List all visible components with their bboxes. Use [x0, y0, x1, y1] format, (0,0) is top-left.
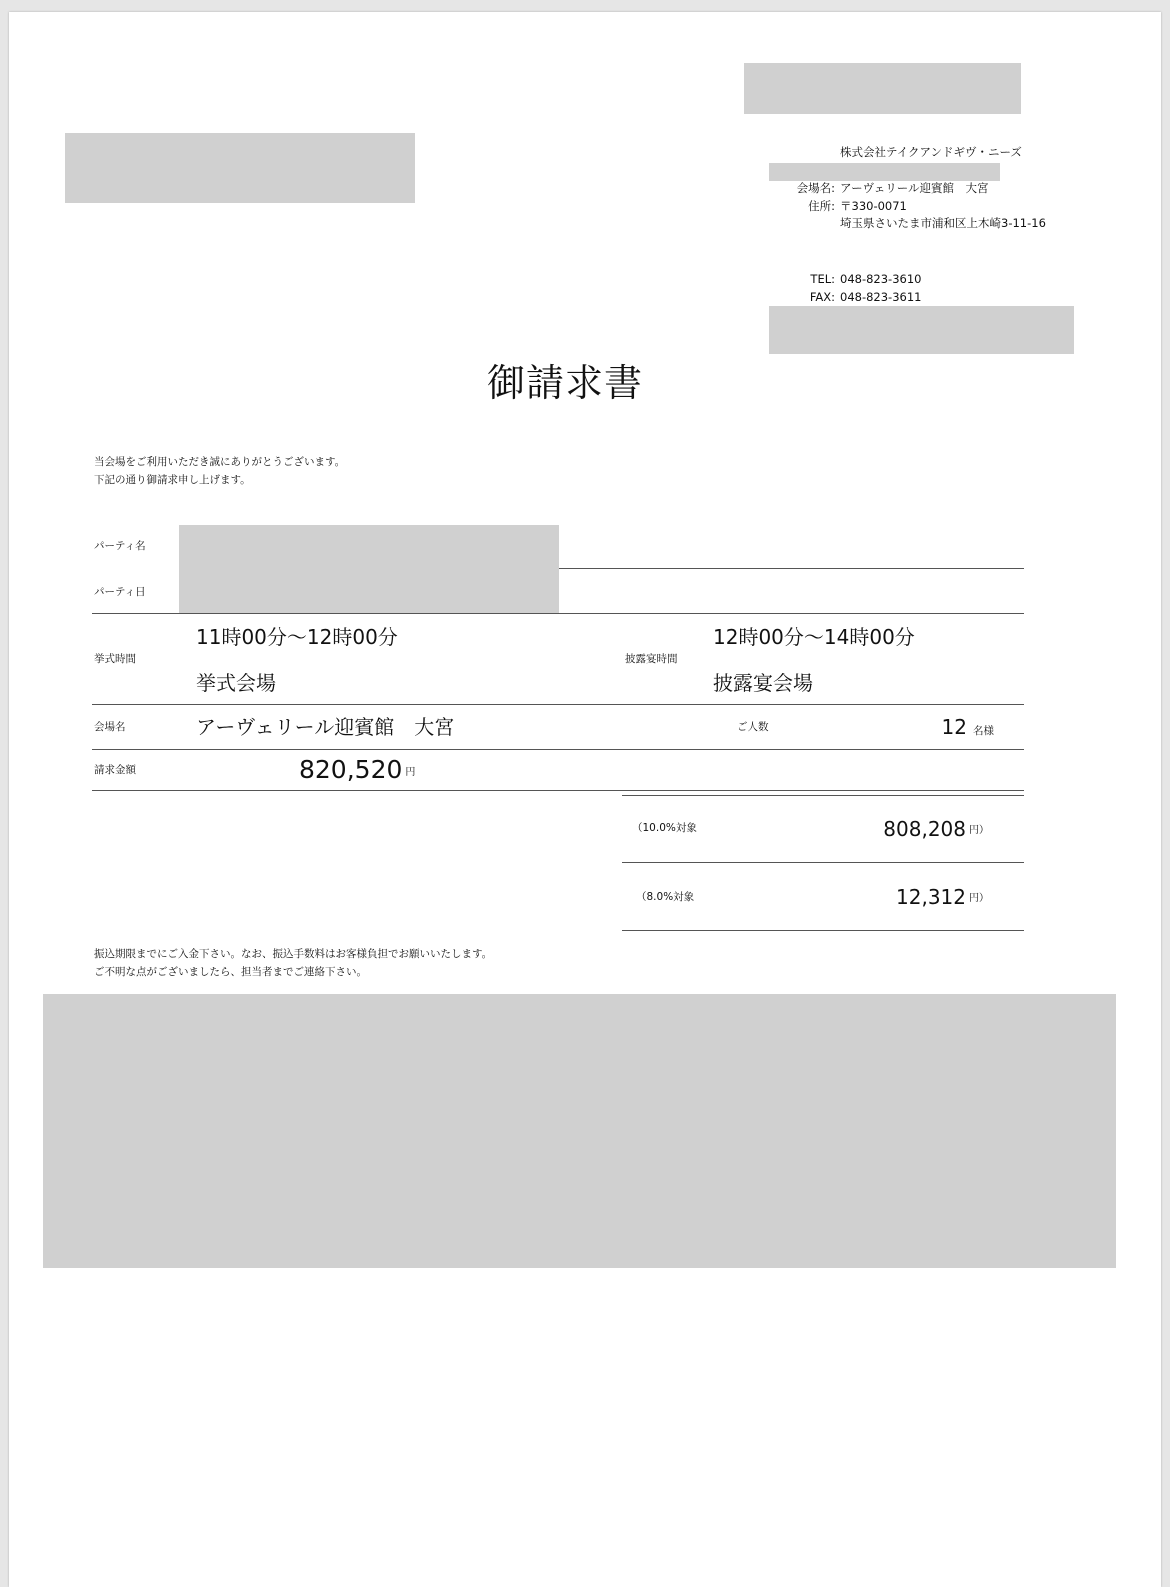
payment-note-1: 振込期限までにご入金下さい。なお、振込手数料はお客様負担でお願いいたします。	[94, 948, 493, 960]
guests-unit: 名様	[973, 725, 994, 737]
tax-divider	[622, 930, 1024, 931]
tax-8-amount	[839, 887, 989, 908]
issuer-postal: 〒330-0071	[840, 199, 907, 213]
guests-count	[909, 717, 994, 738]
ceremony-time: 11時00分〜12時00分	[196, 625, 398, 649]
venue-label: 会場名	[94, 721, 126, 733]
fax-number: 048-823-3611	[840, 290, 922, 304]
intro-line-2: 下記の通り御請求申し上げます。	[94, 474, 251, 486]
guests-label: ご人数	[737, 721, 769, 733]
intro-line-1: 当会場をご利用いただき誠にありがとうございます。	[94, 456, 346, 468]
amount-label: 請求金額	[94, 764, 136, 776]
venue-value: アーヴェリール迎賓館 大宮	[196, 715, 455, 739]
tax-10-label: （10.0%対象	[632, 822, 697, 834]
issuer-venue-value: アーヴェリール迎賓館 大宮	[840, 181, 989, 195]
tax-10-amount	[839, 819, 989, 840]
row-divider	[92, 704, 1024, 705]
reception-time: 12時00分〜14時00分	[713, 625, 915, 649]
row-divider	[559, 568, 1024, 569]
issuer-address-label: 住所:	[808, 199, 835, 213]
amount-unit: 円	[405, 767, 416, 778]
tel-label: TEL:	[810, 272, 835, 286]
tax-8-value: 12,312	[896, 885, 966, 909]
issuer-venue-label: 会場名:	[796, 181, 835, 195]
tax-10-unit: 円）	[969, 825, 989, 836]
ceremony-venue: 挙式会場	[196, 671, 276, 695]
tax-8-unit: 円）	[969, 893, 989, 904]
row-divider	[92, 749, 1024, 750]
redacted-branch	[769, 163, 1000, 181]
amount-value: 820,520	[299, 755, 403, 784]
ceremony-time-label: 挙式時間	[94, 653, 136, 665]
guests-value: 12	[941, 715, 967, 739]
party-name-label: パーティ名	[94, 540, 146, 552]
invoice-page	[9, 12, 1161, 1587]
company-name: 株式会社テイクアンドギヴ・ニーズ	[840, 145, 1022, 159]
tax-8-label: （8.0%対象	[636, 891, 695, 903]
row-divider	[92, 613, 1024, 614]
tax-divider	[622, 862, 1024, 863]
amount-total	[299, 757, 415, 782]
tel-number: 048-823-3610	[840, 272, 922, 286]
redacted-recipient	[65, 133, 415, 203]
redacted-stamp	[769, 306, 1074, 354]
tax-divider	[622, 795, 1024, 796]
payment-note-2: ご不明な点がございましたら、担当者までご連絡下さい。	[94, 966, 367, 978]
document-title: 御請求書	[486, 361, 643, 405]
issuer-address: 埼玉県さいたま市浦和区上木崎3-11-16	[840, 216, 1046, 230]
reception-time-label: 披露宴時間	[625, 653, 678, 665]
reception-venue: 披露宴会場	[713, 671, 813, 695]
party-date-label: パーティ日	[94, 586, 146, 598]
fax-label: FAX:	[809, 290, 835, 304]
redacted-logo	[744, 63, 1021, 114]
redacted-bank-details	[43, 994, 1116, 1268]
redacted-party-info	[179, 525, 559, 614]
row-divider	[92, 790, 1024, 791]
tax-10-value: 808,208	[883, 817, 966, 841]
